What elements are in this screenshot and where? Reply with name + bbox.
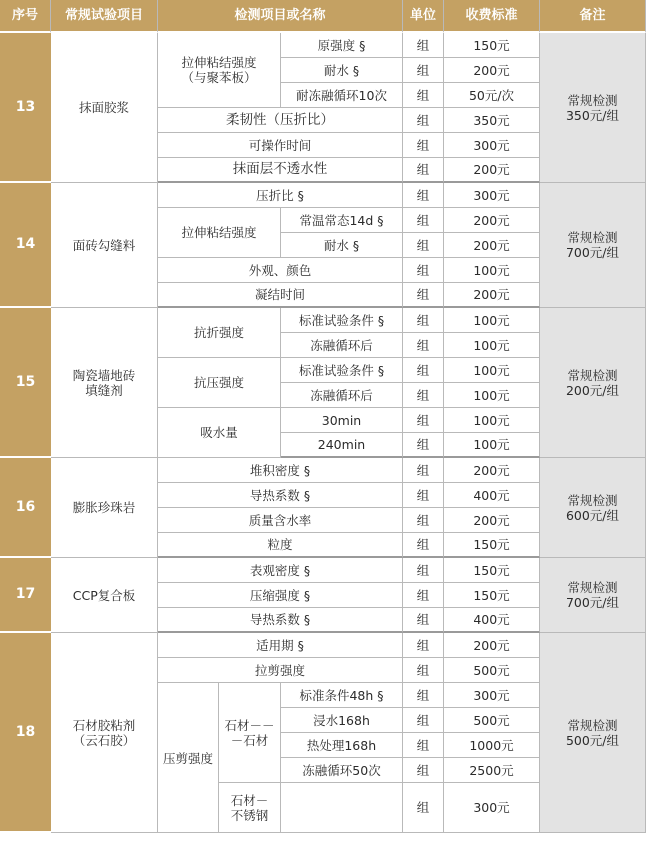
price-cell: 100元 [444, 308, 540, 333]
price-cell: 200元 [444, 283, 540, 308]
item-cell: 常温常态14d § [281, 208, 403, 233]
unit-cell: 组 [403, 183, 444, 208]
unit-cell: 组 [403, 483, 444, 508]
item-cell: 240min [281, 433, 403, 458]
note-cell: 常规检测 600元/组 [540, 458, 646, 558]
seq-cell: 18 [0, 633, 51, 833]
sub-item-cell: 拉伸粘结强度 （与聚苯板） [158, 33, 281, 108]
item-cell: 适用期 § [158, 633, 403, 658]
seq-cell: 14 [0, 183, 51, 308]
note-cell: 常规检测 500元/组 [540, 633, 646, 833]
sub-item-cell: 压剪强度 [158, 683, 219, 833]
item-cell: 质量含水率 [158, 508, 403, 533]
price-cell: 200元 [444, 208, 540, 233]
item-cell: 标准试验条件 § [281, 358, 403, 383]
price-cell: 300元 [444, 133, 540, 158]
unit-cell: 组 [403, 258, 444, 283]
sub-item-cell: 拉伸粘结强度 [158, 208, 281, 258]
project-cell: 面砖勾缝料 [51, 183, 158, 308]
price-cell: 400元 [444, 608, 540, 633]
item-cell: 冻融循环50次 [281, 758, 403, 783]
price-cell: 150元 [444, 533, 540, 558]
project-cell: CCP复合板 [51, 558, 158, 633]
price-cell: 200元 [444, 233, 540, 258]
unit-cell: 组 [403, 658, 444, 683]
unit-cell: 组 [403, 208, 444, 233]
header-project: 常规试验项目 [51, 0, 158, 33]
unit-cell: 组 [403, 233, 444, 258]
price-cell: 1000元 [444, 733, 540, 758]
item-cell: 可操作时间 [158, 133, 403, 158]
price-cell: 100元 [444, 358, 540, 383]
unit-cell: 组 [403, 758, 444, 783]
sub-item-cell: 吸水量 [158, 408, 281, 458]
unit-cell: 组 [403, 283, 444, 308]
unit-cell: 组 [403, 333, 444, 358]
item-cell: 抹面层不透水性 [158, 158, 403, 183]
project-cell: 石材胶粘剂 （云石胶） [51, 633, 158, 833]
price-cell: 100元 [444, 258, 540, 283]
price-cell: 200元 [444, 458, 540, 483]
price-cell: 100元 [444, 433, 540, 458]
item-cell: 表观密度 § [158, 558, 403, 583]
item-cell: 导热系数 § [158, 608, 403, 633]
header-note: 备注 [540, 0, 646, 33]
price-cell: 100元 [444, 333, 540, 358]
price-cell: 350元 [444, 108, 540, 133]
header-price: 收费标准 [444, 0, 540, 33]
item-cell: 导热系数 § [158, 483, 403, 508]
item-cell: 30min [281, 408, 403, 433]
unit-cell: 组 [403, 683, 444, 708]
unit-cell: 组 [403, 358, 444, 383]
project-cell: 膨胀珍珠岩 [51, 458, 158, 558]
unit-cell: 组 [403, 733, 444, 758]
unit-cell: 组 [403, 558, 444, 583]
item-cell: 拉剪强度 [158, 658, 403, 683]
price-cell: 300元 [444, 783, 540, 833]
sub-item-cell: 抗压强度 [158, 358, 281, 408]
item-cell: 粒度 [158, 533, 403, 558]
seq-cell: 17 [0, 558, 51, 633]
price-cell: 150元 [444, 33, 540, 58]
unit-cell: 组 [403, 158, 444, 183]
note-cell: 常规检测 700元/组 [540, 183, 646, 308]
header-item: 检测项目或名称 [158, 0, 403, 33]
unit-cell: 组 [403, 708, 444, 733]
project-cell: 抹面胶浆 [51, 33, 158, 183]
price-cell: 500元 [444, 708, 540, 733]
price-cell: 50元/次 [444, 83, 540, 108]
unit-cell: 组 [403, 33, 444, 58]
item-cell: 耐冻融循环10次 [281, 83, 403, 108]
item-cell: 耐水 § [281, 58, 403, 83]
price-cell: 200元 [444, 58, 540, 83]
unit-cell: 组 [403, 408, 444, 433]
unit-cell: 组 [403, 533, 444, 558]
project-cell: 陶瓷墙地砖 填缝剂 [51, 308, 158, 458]
item-cell: 凝结时间 [158, 283, 403, 308]
unit-cell: 组 [403, 308, 444, 333]
sub-sub-item-cell: 石材－－ －石材 [219, 683, 281, 783]
price-cell: 500元 [444, 658, 540, 683]
item-cell: 外观、颜色 [158, 258, 403, 283]
item-cell: 堆积密度 § [158, 458, 403, 483]
unit-cell: 组 [403, 108, 444, 133]
unit-cell: 组 [403, 458, 444, 483]
unit-cell: 组 [403, 83, 444, 108]
price-cell: 2500元 [444, 758, 540, 783]
price-cell: 200元 [444, 158, 540, 183]
unit-cell: 组 [403, 608, 444, 633]
price-cell: 150元 [444, 558, 540, 583]
sub-sub-item-cell: 石材－ 不锈钢 [219, 783, 281, 833]
seq-cell: 13 [0, 33, 51, 183]
unit-cell: 组 [403, 58, 444, 83]
item-cell: 冻融循环后 [281, 333, 403, 358]
item-cell [281, 783, 403, 833]
unit-cell: 组 [403, 583, 444, 608]
item-cell: 冻融循环后 [281, 383, 403, 408]
item-cell: 浸水168h [281, 708, 403, 733]
item-cell: 原强度 § [281, 33, 403, 58]
seq-cell: 16 [0, 458, 51, 558]
sub-item-cell: 抗折强度 [158, 308, 281, 358]
unit-cell: 组 [403, 633, 444, 658]
item-cell: 压缩强度 § [158, 583, 403, 608]
item-cell: 柔韧性（压折比） [158, 108, 403, 133]
note-cell: 常规检测 350元/组 [540, 33, 646, 183]
price-cell: 200元 [444, 508, 540, 533]
seq-cell: 15 [0, 308, 51, 458]
price-cell: 150元 [444, 583, 540, 608]
unit-cell: 组 [403, 508, 444, 533]
unit-cell: 组 [403, 433, 444, 458]
header-unit: 单位 [403, 0, 444, 33]
note-cell: 常规检测 200元/组 [540, 308, 646, 458]
unit-cell: 组 [403, 783, 444, 833]
price-cell: 200元 [444, 633, 540, 658]
price-cell: 300元 [444, 683, 540, 708]
price-cell: 400元 [444, 483, 540, 508]
header-seq: 序号 [0, 0, 51, 33]
price-cell: 100元 [444, 408, 540, 433]
item-cell: 标准试验条件 § [281, 308, 403, 333]
item-cell: 耐水 § [281, 233, 403, 258]
item-cell: 热处理168h [281, 733, 403, 758]
unit-cell: 组 [403, 383, 444, 408]
note-cell: 常规检测 700元/组 [540, 558, 646, 633]
price-cell: 100元 [444, 383, 540, 408]
item-cell: 标准条件48h § [281, 683, 403, 708]
price-cell: 300元 [444, 183, 540, 208]
item-cell: 压折比 § [158, 183, 403, 208]
unit-cell: 组 [403, 133, 444, 158]
